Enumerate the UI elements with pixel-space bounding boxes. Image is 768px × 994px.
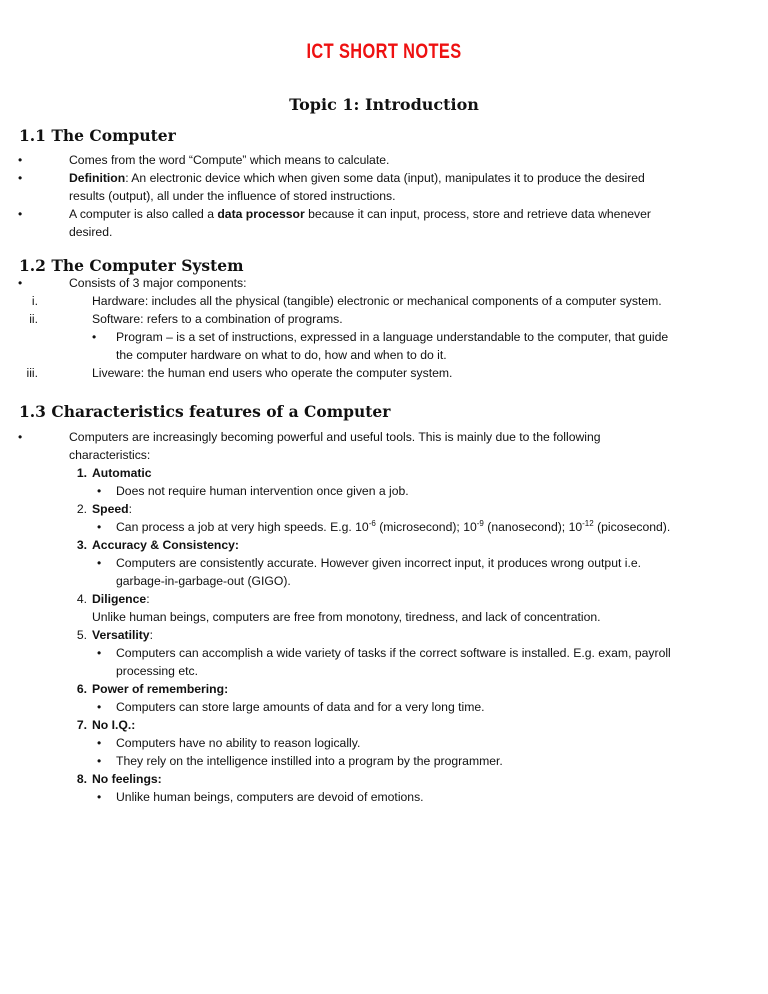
- item-label: Accuracy & Consistency:: [92, 538, 239, 552]
- bullet-icon: •: [18, 430, 23, 444]
- list-item: Software: refers to a combination of programs.: [92, 312, 343, 326]
- item-number: 5.: [76, 628, 87, 642]
- item-number: 7.: [76, 718, 87, 732]
- section-heading-1-3: 1.3 Characteristics features of a Computer: [19, 402, 391, 421]
- list-item-cont: results (output), all under the influence of stored instructions.: [69, 189, 396, 203]
- item-text: Unlike human beings, computers are free from monotony, tiredness, and lack of concentration.: [92, 610, 601, 624]
- list-item-cont: desired.: [69, 225, 113, 239]
- topic-heading: Topic 1: Introduction: [289, 95, 479, 114]
- list-item: Liveware: the human end users who operate the computer system.: [92, 366, 453, 380]
- roman-number: iii.: [26, 366, 38, 380]
- bullet-icon: •: [97, 736, 102, 750]
- list-item: Unlike human beings, computers are devoid of emotions.: [116, 790, 424, 804]
- item-label: No I.Q.:: [92, 718, 136, 732]
- document-title: ICT SHORT NOTES: [306, 40, 462, 63]
- list-item-cont: processing etc.: [116, 664, 198, 678]
- bullet-icon: •: [97, 556, 102, 570]
- list-item: A computer is also called a data processor because it can input, process, store and retrieve data whenever: [69, 207, 651, 221]
- list-item-cont: the computer hardware on what to do, how and when to do it.: [116, 348, 447, 362]
- item-number: 1.: [76, 466, 87, 480]
- list-item: Computers are increasingly becoming powerful and useful tools. This is mainly due to the following: [69, 430, 601, 444]
- list-item: Can process a job at very high speeds. E.g. $10^{-6}$ (microsecond); $10^{-9}$ (nanosecond); $10^{-12}$ (picosecond).: [116, 519, 671, 534]
- list-item: Computers are consistently accurate. However given incorrect input, it produces wrong output i.e.: [116, 556, 641, 570]
- list-item: Hardware: includes all the physical (tangible) electronic or mechanical components of a computer system.: [92, 294, 662, 308]
- list-item: Does not require human intervention once given a job.: [116, 484, 409, 498]
- bullet-icon: •: [97, 484, 102, 498]
- bullet-icon: •: [97, 700, 102, 714]
- bullet-icon: •: [18, 207, 23, 221]
- item-label: Diligence:: [92, 592, 150, 606]
- list-item: Computers have no ability to reason logically.: [116, 736, 361, 750]
- item-number: 6.: [76, 682, 87, 696]
- item-number: 8.: [76, 772, 87, 786]
- bullet-icon: •: [97, 790, 102, 804]
- list-item: Computers can accomplish a wide variety of tasks if the correct software is installed. E.g. exam, payroll: [116, 646, 671, 660]
- list-item: They rely on the intelligence instilled into a program by the programmer.: [116, 754, 503, 768]
- bullet-icon: •: [18, 171, 23, 185]
- item-number: 3.: [76, 538, 87, 552]
- bullet-icon: •: [97, 646, 102, 660]
- list-item: Definition: An electronic device which when given some data (input), manipulates it to produce the desired: [69, 171, 645, 185]
- list-item: Comes from the word “Compute” which means to calculate.: [69, 153, 390, 167]
- list-item-cont: characteristics:: [69, 448, 151, 462]
- list-item-cont: garbage-in-garbage-out (GIGO).: [116, 574, 291, 588]
- bullet-icon: •: [97, 754, 102, 768]
- section-heading-1-2: 1.2 The Computer System: [19, 256, 244, 275]
- item-label: Power of remembering:: [92, 682, 229, 696]
- item-number: 4.: [76, 592, 87, 606]
- list-item: Program – is a set of instructions, expressed in a language understandable to the computer, that guide: [116, 330, 669, 344]
- section-heading-1-1: 1.1 The Computer: [19, 126, 176, 145]
- list-item: Consists of 3 major components:: [69, 276, 247, 290]
- bullet-icon: •: [97, 520, 102, 534]
- item-number: 2.: [76, 502, 87, 516]
- bullet-icon: •: [18, 276, 23, 290]
- item-label: Automatic: [92, 466, 152, 480]
- bullet-icon: •: [18, 153, 23, 167]
- item-label: Speed:: [92, 502, 132, 516]
- item-label: No feelings:: [92, 772, 162, 786]
- bullet-icon: •: [92, 330, 97, 344]
- item-label: Versatility:: [92, 628, 153, 642]
- roman-number: ii.: [29, 312, 38, 326]
- list-item: Computers can store large amounts of data and for a very long time.: [116, 700, 485, 714]
- roman-number: i.: [31, 294, 38, 308]
